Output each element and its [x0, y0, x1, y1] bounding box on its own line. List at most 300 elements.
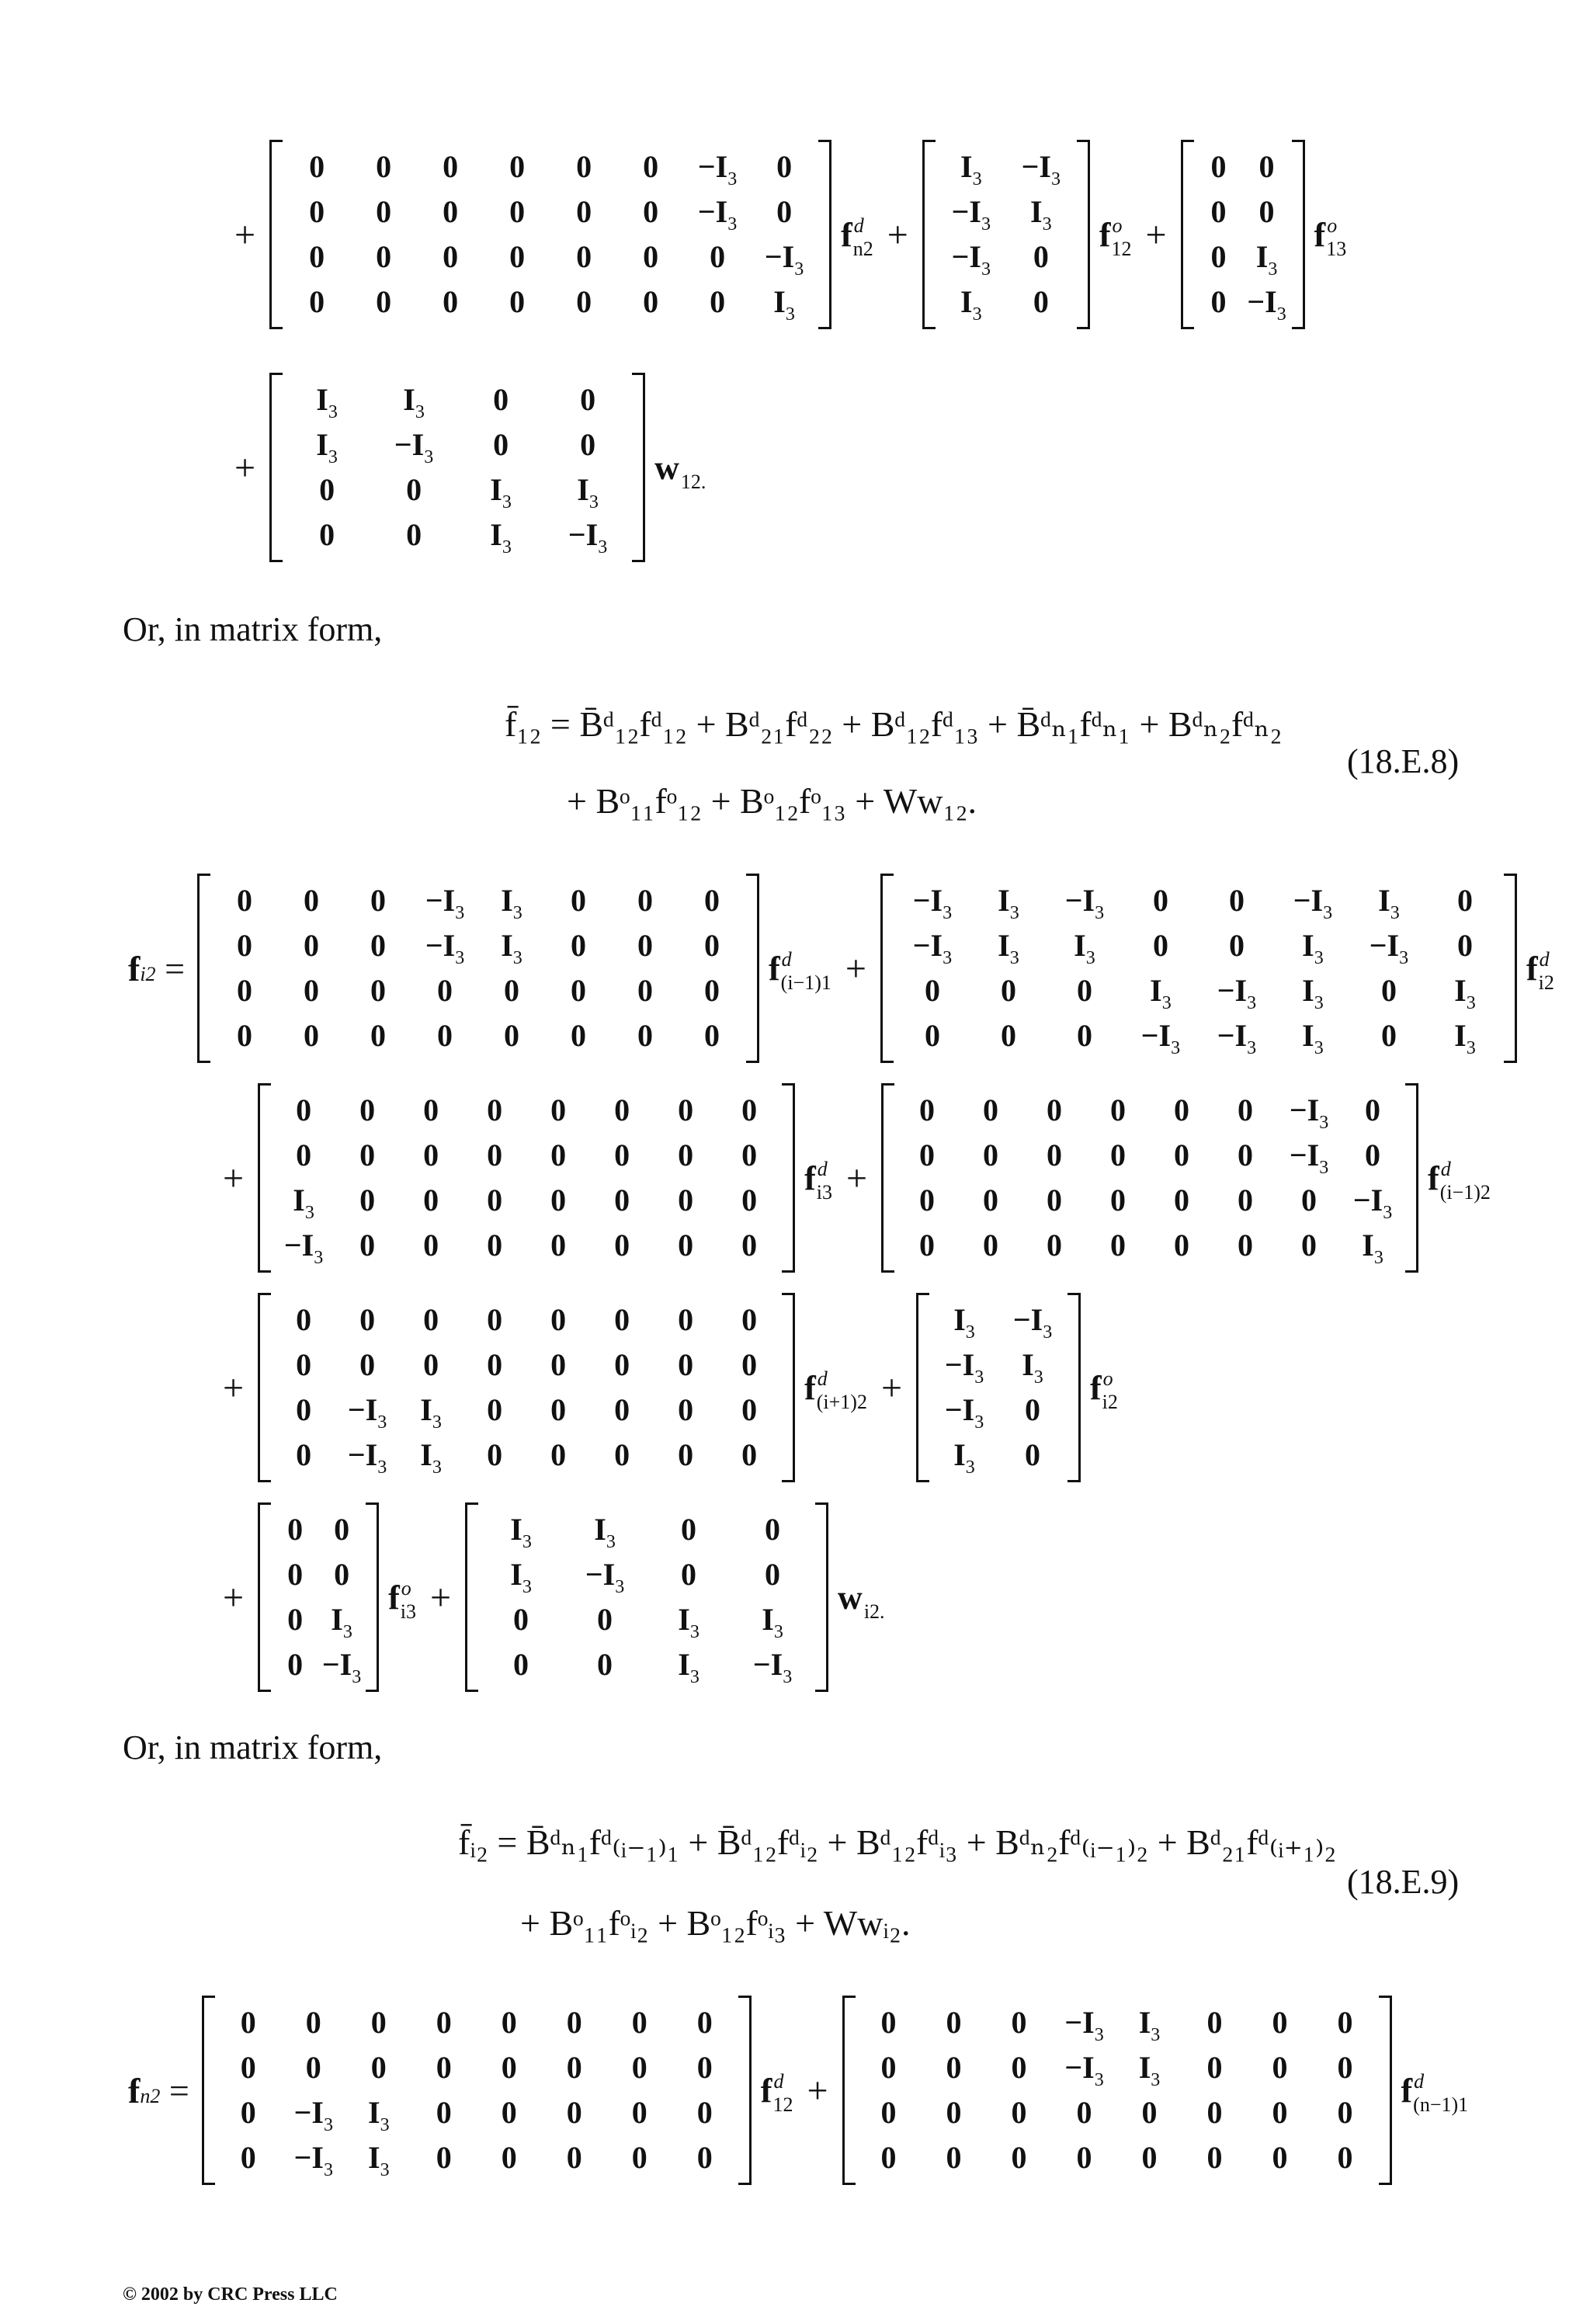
matrix-cell: 0 — [919, 1228, 936, 1263]
matrix-cell: $-I_3$ — [585, 1557, 625, 1597]
matrix-cell: 0 — [924, 1018, 940, 1053]
matrix-cell: 0 — [370, 973, 387, 1008]
matrix-cell: 0 — [1174, 1228, 1190, 1263]
matrix-cell: $-I_3$ — [293, 2140, 333, 2180]
matrix-cell: 0 — [1076, 2095, 1092, 2130]
matrix-cell: $I_3$ — [960, 149, 982, 189]
matrix-cell: 0 — [678, 1437, 694, 1472]
matrix-cell: 0 — [571, 928, 587, 963]
matrix-cell: 0 — [513, 1602, 529, 1637]
matrix-cell: $-I_3$ — [1289, 1093, 1329, 1133]
matrix-cell: 0 — [1380, 973, 1397, 1008]
matrix-cell: 0 — [287, 1602, 304, 1637]
matrix-cell: 0 — [370, 2005, 387, 2040]
matrix-cell: 0 — [576, 149, 592, 184]
matrix-cell: 0 — [1174, 1138, 1190, 1172]
matrix-cell: 0 — [550, 1437, 567, 1472]
matrix-cell: 0 — [880, 2050, 897, 2085]
matrix-cell: 0 — [509, 284, 526, 319]
matrix-cell: 0 — [1110, 1228, 1127, 1263]
matrix-cell: 0 — [1076, 1018, 1092, 1053]
matrix-cell: $I_3$ — [501, 928, 522, 968]
matrix-cell: 0 — [678, 1347, 694, 1382]
matrix-cell: 0 — [637, 928, 654, 963]
matrix-cell: 0 — [983, 1093, 999, 1127]
matrix-cell: $-I_3$ — [568, 517, 608, 558]
matrix-cell: $I_3$ — [1138, 2005, 1161, 2045]
matrix-cell: 0 — [1000, 973, 1016, 1008]
matrix-cell: 0 — [1000, 1018, 1016, 1053]
matrix-cell: 0 — [631, 2095, 647, 2130]
equation-block-1 — [225, 140, 1351, 329]
matrix-cell: 0 — [566, 2095, 582, 2130]
matrix-cell: 0 — [643, 239, 659, 274]
matrix-cell: 0 — [880, 2005, 897, 2040]
matrix-cell: $-I_3$ — [321, 1647, 362, 1687]
matrix-cell: 0 — [1337, 2005, 1353, 2040]
matrix-cell: 0 — [681, 1512, 697, 1547]
matrix-cell: $-I_3$ — [951, 239, 991, 280]
matrix-cell: 0 — [359, 1138, 376, 1172]
matrix-m1 — [269, 140, 831, 329]
matrix-cell: 0 — [696, 2095, 713, 2130]
matrix-cell: 0 — [643, 149, 659, 184]
matrix-cell: 0 — [487, 1228, 503, 1263]
matrix-cell: $I_3$ — [1030, 194, 1052, 234]
matrix-cell: 0 — [1033, 239, 1049, 274]
matrix-cell: 0 — [1337, 2095, 1353, 2130]
matrix-cell: 0 — [1110, 1093, 1127, 1127]
matrix-cell: 0 — [983, 1138, 999, 1172]
plus-sign: + — [845, 1157, 868, 1199]
vector-fi3-d: $f^d_{i3}$ — [804, 1157, 832, 1204]
footer-copyright: © 2002 by CRC Press LLC — [123, 2284, 338, 2305]
vector-f13-o: $f^o_{13}$ — [1314, 214, 1347, 260]
matrix-cell: 0 — [1047, 1093, 1063, 1127]
matrix-cell: 0 — [296, 1138, 312, 1172]
matrix-cell: 0 — [637, 1018, 654, 1053]
matrix-cell: $-I_3$ — [425, 928, 465, 968]
matrix-cell: 0 — [376, 194, 392, 229]
matrix-cell: 0 — [741, 1347, 758, 1382]
matrix-cell: 0 — [296, 1093, 312, 1127]
matrix-cell: 0 — [423, 1183, 439, 1218]
matrix-cell: 0 — [1337, 2140, 1353, 2175]
equation-18-e-9-line1: f̄ᵢ₂ = B̄ᵈₙ₁fᵈ₍ᵢ₋₁₎₁ + B̄ᵈ₁₂fᵈᵢ₂ + Bᵈ₁₂fᵈᵢ₃ + Bᵈₙ₂fᵈ₍ᵢ₋₁₎₂ + Bᵈ₂₁fᵈ₍ᵢ₊₁₎₂ — [458, 1822, 1337, 1862]
equation-number-18-e-9: (18.E.9) — [1347, 1863, 1460, 1901]
matrix-cell: 0 — [550, 1228, 567, 1263]
matrix-cell: $I_3$ — [953, 1302, 975, 1343]
matrix-cell: 0 — [1456, 928, 1473, 963]
matrix-cell: $I_3$ — [998, 883, 1019, 923]
matrix-cell: 0 — [765, 1512, 781, 1547]
matrix-cell: 0 — [513, 1647, 529, 1682]
matrix-cell: 0 — [678, 1392, 694, 1427]
vector-fim1-2: $f^d_{(i-1)2}$ — [1428, 1157, 1491, 1204]
matrix-cell: 0 — [678, 1138, 694, 1172]
matrix-cell: $I_3$ — [293, 1183, 314, 1223]
matrix-cell: 0 — [406, 472, 422, 507]
matrix-cell: 0 — [237, 928, 253, 963]
matrix-cell: $-I_3$ — [347, 1437, 387, 1478]
matrix-cell: 0 — [487, 1138, 503, 1172]
matrix-cell: 0 — [637, 883, 654, 918]
matrix-cell: 0 — [566, 2140, 582, 2175]
matrix-cell: 0 — [237, 1018, 253, 1053]
matrix-cell: 0 — [631, 2140, 647, 2175]
matrix-cell: 0 — [681, 1557, 697, 1592]
matrix-cell: 0 — [504, 1018, 520, 1053]
matrix-cell: 0 — [741, 1392, 758, 1427]
matrix-cell: 0 — [296, 1302, 312, 1337]
matrix-cell: 0 — [710, 239, 726, 274]
matrix-cell: 0 — [550, 1347, 567, 1382]
matrix-cell: 0 — [946, 2050, 962, 2085]
matrix-m4 — [269, 373, 645, 562]
matrix-cell: 0 — [1228, 883, 1245, 918]
matrix-cell: 0 — [370, 1018, 387, 1053]
matrix-cell: $I_3$ — [1362, 1228, 1383, 1268]
matrix-cell: 0 — [240, 2005, 256, 2040]
matrix-cell: 0 — [237, 883, 253, 918]
matrix-cell: 0 — [696, 2050, 713, 2085]
matrix-cell: 0 — [614, 1437, 630, 1472]
plus-sign: + — [429, 1576, 452, 1618]
matrix-cell: 0 — [334, 1557, 350, 1592]
matrix-cell: 0 — [240, 2050, 256, 2085]
matrix-cell: 0 — [1258, 149, 1275, 184]
matrix-cell: $-I_3$ — [1021, 149, 1061, 189]
matrix-cell: 0 — [1238, 1138, 1254, 1172]
matrix-cell: 0 — [376, 284, 392, 319]
matrix-cell: 0 — [1210, 239, 1227, 274]
matrix-m2 — [922, 140, 1090, 329]
matrix-cell: 0 — [309, 284, 325, 319]
matrix-cell: 0 — [509, 194, 526, 229]
matrix-cell: 0 — [1047, 1183, 1063, 1218]
plus-sign: + — [223, 1576, 245, 1618]
equation-block-2 — [225, 373, 710, 562]
matrix-cell: 0 — [1110, 1183, 1127, 1218]
matrix-m10 — [916, 1293, 1081, 1482]
matrix-cell: $I_3$ — [490, 517, 512, 558]
matrix-cell: 0 — [359, 1302, 376, 1337]
matrix-cell: 0 — [1047, 1138, 1063, 1172]
matrix-cell: 0 — [919, 1138, 936, 1172]
prose-matrix-form-2: Or, in matrix form, — [123, 1728, 383, 1766]
matrix-cell: 0 — [1011, 2095, 1027, 2130]
matrix-cell: $-I_3$ — [1064, 2050, 1104, 2090]
matrix-cell: 0 — [509, 239, 526, 274]
matrix-m9 — [258, 1293, 795, 1482]
equation-block-5 — [214, 1293, 1123, 1482]
matrix-cell: $I_3$ — [510, 1557, 532, 1597]
matrix-cell: 0 — [1025, 1392, 1041, 1427]
matrix-cell: 0 — [1272, 2005, 1288, 2040]
matrix-cell: 0 — [1258, 194, 1275, 229]
matrix-cell: 0 — [1174, 1093, 1190, 1127]
matrix-cell: 0 — [1238, 1228, 1254, 1263]
matrix-cell: 0 — [1206, 2050, 1223, 2085]
matrix-cell: 0 — [678, 1228, 694, 1263]
vector-w12: $w_{12.}$ — [654, 448, 706, 493]
matrix-cell: 0 — [493, 427, 509, 462]
matrix-cell: $-I_3$ — [697, 194, 738, 234]
matrix-cell: 0 — [287, 1512, 304, 1547]
matrix-cell: 0 — [1456, 883, 1473, 918]
matrix-cell: 0 — [309, 149, 325, 184]
matrix-cell: 0 — [423, 1302, 439, 1337]
matrix-cell: $I_3$ — [490, 472, 512, 512]
matrix-cell: 0 — [1206, 2005, 1223, 2040]
matrix-cell: 0 — [1301, 1228, 1317, 1263]
equation-block-4 — [214, 1083, 1495, 1273]
vector-f12-o: $f^o_{12}$ — [1099, 214, 1132, 260]
matrix-cell: 0 — [776, 149, 793, 184]
matrix-cell: 0 — [1206, 2095, 1223, 2130]
matrix-cell: $-I_3$ — [951, 194, 991, 234]
matrix-cell: 0 — [504, 973, 520, 1008]
matrix-cell: $I_3$ — [1074, 928, 1095, 968]
matrix-cell: $I_3$ — [403, 382, 425, 422]
matrix-m7 — [258, 1083, 795, 1273]
matrix-cell: 0 — [643, 284, 659, 319]
matrix-cell: 0 — [1110, 1138, 1127, 1172]
matrix-cell: 0 — [614, 1302, 630, 1337]
matrix-cell: 0 — [946, 2005, 962, 2040]
equation-18-e-9-line2: + Bᵒ₁₁fᵒᵢ₂ + Bᵒ₁₂fᵒᵢ₃ + Wwᵢ₂. — [520, 1903, 911, 1943]
matrix-m11 — [258, 1502, 379, 1692]
matrix-cell: $-I_3$ — [1352, 1183, 1393, 1223]
matrix-cell: $I_3$ — [420, 1392, 442, 1433]
matrix-cell: 0 — [1025, 1437, 1041, 1472]
plus-sign: + — [887, 214, 908, 255]
matrix-m14 — [842, 1996, 1392, 2185]
matrix-cell: $I_3$ — [960, 284, 982, 325]
matrix-cell: 0 — [983, 1183, 999, 1218]
matrix-cell: $I_3$ — [1454, 1018, 1476, 1058]
matrix-cell: $I_3$ — [678, 1602, 700, 1642]
vector-wi2: $w_{i2.}$ — [838, 1578, 885, 1623]
matrix-cell: $-I_3$ — [1064, 883, 1105, 923]
matrix-cell: $-I_3$ — [697, 149, 738, 189]
matrix-m12 — [465, 1502, 828, 1692]
matrix-cell: 0 — [370, 928, 387, 963]
matrix-cell: 0 — [305, 2005, 321, 2040]
matrix-cell: $-I_3$ — [752, 1647, 793, 1687]
matrix-cell: 0 — [1152, 928, 1168, 963]
matrix-cell: 0 — [576, 284, 592, 319]
matrix-cell: $-I_3$ — [347, 1392, 387, 1433]
vector-fi2-d: $f^d_{i2}$ — [1526, 947, 1554, 994]
matrix-cell: 0 — [376, 149, 392, 184]
matrix-cell: 0 — [741, 1138, 758, 1172]
matrix-cell: $-I_3$ — [1289, 1138, 1329, 1178]
matrix-cell: 0 — [614, 1183, 630, 1218]
matrix-cell: 0 — [631, 2050, 647, 2085]
matrix-cell: 0 — [370, 2050, 387, 2085]
matrix-cell: 0 — [501, 2095, 517, 2130]
matrix-cell: $-I_3$ — [912, 883, 953, 923]
matrix-cell: 0 — [566, 2050, 582, 2085]
matrix-cell: 0 — [319, 517, 335, 552]
matrix-cell: 0 — [443, 284, 459, 319]
matrix-cell: 0 — [501, 2005, 517, 2040]
matrix-cell: 0 — [741, 1183, 758, 1218]
matrix-cell: $-I_3$ — [425, 883, 465, 923]
matrix-cell: 0 — [678, 1093, 694, 1127]
vector-fn2-d: $f^d_{n2}$ — [841, 214, 873, 260]
matrix-cell: 0 — [614, 1228, 630, 1263]
matrix-cell: $I_3$ — [510, 1512, 532, 1552]
lhs-fi2-bar: fi2 = — [128, 948, 186, 988]
matrix-cell: $I_3$ — [420, 1437, 442, 1478]
matrix-cell: 0 — [319, 472, 335, 507]
matrix-cell: 0 — [304, 928, 320, 963]
plus-sign: + — [845, 947, 866, 989]
matrix-cell: 0 — [580, 382, 596, 417]
matrix-cell: $-I_3$ — [1247, 284, 1286, 325]
matrix-cell: $-I_3$ — [1293, 883, 1333, 923]
matrix-cell: 0 — [1011, 2005, 1027, 2040]
matrix-cell: $-I_3$ — [283, 1228, 324, 1268]
matrix-cell: $I_3$ — [1454, 973, 1476, 1013]
matrix-m3 — [1181, 140, 1305, 329]
matrix-cell: 0 — [296, 1437, 312, 1472]
matrix-cell: 0 — [487, 1093, 503, 1127]
matrix-cell: 0 — [696, 2005, 713, 2040]
matrix-cell: $-I_3$ — [764, 239, 804, 280]
matrix-cell: 0 — [487, 1183, 503, 1218]
matrix-cell: 0 — [704, 1018, 720, 1053]
matrix-cell: 0 — [305, 2050, 321, 2085]
matrix-cell: 0 — [741, 1437, 758, 1472]
matrix-cell: 0 — [406, 517, 422, 552]
matrix-cell: $I_3$ — [953, 1437, 975, 1478]
matrix-cell: 0 — [437, 1018, 453, 1053]
matrix-cell: 0 — [1210, 149, 1227, 184]
matrix-cell: 0 — [919, 1183, 936, 1218]
matrix-cell: 0 — [1141, 2095, 1158, 2130]
plus-sign: + — [880, 1367, 903, 1409]
matrix-cell: 0 — [334, 1512, 350, 1547]
matrix-cell: $I_3$ — [1302, 928, 1324, 968]
matrix-cell: $I_3$ — [1150, 973, 1172, 1013]
matrix-cell: $I_3$ — [594, 1512, 616, 1552]
matrix-cell: 0 — [983, 1228, 999, 1263]
matrix-cell: 0 — [1047, 1228, 1063, 1263]
matrix-cell: 0 — [436, 2140, 452, 2175]
matrix-cell: 0 — [493, 382, 509, 417]
matrix-cell: $-I_3$ — [1064, 2005, 1104, 2045]
matrix-cell: 0 — [1301, 1183, 1317, 1218]
matrix-cell: 0 — [576, 194, 592, 229]
matrix-cell: 0 — [304, 883, 320, 918]
matrix-cell: 0 — [1365, 1138, 1381, 1172]
matrix-cell: 0 — [443, 194, 459, 229]
matrix-cell: 0 — [704, 928, 720, 963]
matrix-cell: 0 — [580, 427, 596, 462]
matrix-cell: 0 — [359, 1347, 376, 1382]
matrix-cell: $-I_3$ — [912, 928, 953, 968]
matrix-cell: 0 — [678, 1183, 694, 1218]
matrix-cell: 0 — [1076, 2140, 1092, 2175]
matrix-cell: $I_3$ — [1302, 1018, 1324, 1058]
matrix-cell: $-I_3$ — [1012, 1302, 1053, 1343]
prose-matrix-form-1: Or, in matrix form, — [123, 610, 383, 648]
matrix-cell: 0 — [597, 1647, 613, 1682]
matrix-cell: $-I_3$ — [944, 1347, 984, 1388]
matrix-cell: 0 — [487, 1302, 503, 1337]
matrix-m5 — [197, 874, 759, 1063]
matrix-cell: $-I_3$ — [293, 2095, 333, 2135]
matrix-cell: 0 — [359, 1183, 376, 1218]
matrix-cell: $-I_3$ — [1369, 928, 1409, 968]
matrix-cell: 0 — [550, 1302, 567, 1337]
matrix-cell: $-I_3$ — [1217, 1018, 1257, 1058]
matrix-cell: 0 — [776, 194, 793, 229]
matrix-cell: $I_3$ — [1022, 1347, 1043, 1388]
matrix-cell: 0 — [614, 1392, 630, 1427]
matrix-cell: 0 — [1174, 1183, 1190, 1218]
matrix-cell: 0 — [287, 1647, 304, 1682]
matrix-cell: $I_3$ — [367, 2140, 390, 2180]
vector-fim1-1: $f^d_{(i-1)1}$ — [769, 947, 831, 994]
matrix-cell: 0 — [1210, 284, 1227, 319]
matrix-cell: $I_3$ — [1302, 973, 1324, 1013]
matrix-cell: 0 — [436, 2095, 452, 2130]
equation-block-7 — [128, 1996, 1473, 2185]
matrix-cell: 0 — [571, 883, 587, 918]
matrix-cell: 0 — [880, 2095, 897, 2130]
vector-fi3-o: $f^o_{i3}$ — [388, 1576, 416, 1623]
matrix-cell: 0 — [1076, 973, 1092, 1008]
matrix-cell: $I_3$ — [998, 928, 1019, 968]
matrix-cell: 0 — [1238, 1093, 1254, 1127]
matrix-cell: 0 — [678, 1302, 694, 1337]
matrix-cell: 0 — [1210, 194, 1227, 229]
equation-18-e-8-line1: f̄₁₂ = B̄ᵈ₁₂fᵈ₁₂ + Bᵈ₂₁fᵈ₂₂ + Bᵈ₁₂fᵈ₁₃ + B̄ᵈₙ₁fᵈₙ₁ + Bᵈₙ₂fᵈₙ₂ — [505, 704, 1283, 744]
equation-block-3 — [128, 874, 1559, 1063]
matrix-cell: $I_3$ — [678, 1647, 700, 1687]
matrix-cell: 0 — [509, 149, 526, 184]
matrix-cell: 0 — [1337, 2050, 1353, 2085]
matrix-cell: 0 — [1141, 2140, 1158, 2175]
matrix-cell: 0 — [501, 2050, 517, 2085]
matrix-cell: 0 — [309, 239, 325, 274]
matrix-cell: 0 — [946, 2140, 962, 2175]
matrix-cell: 0 — [550, 1093, 567, 1127]
matrix-cell: 0 — [436, 2005, 452, 2040]
matrix-cell: 0 — [437, 973, 453, 1008]
matrix-cell: 0 — [487, 1392, 503, 1427]
matrix-cell: $I_3$ — [1255, 239, 1278, 280]
matrix-m8 — [881, 1083, 1418, 1273]
matrix-cell: 0 — [571, 973, 587, 1008]
matrix-cell: 0 — [880, 2140, 897, 2175]
matrix-cell: 0 — [1011, 2140, 1027, 2175]
matrix-cell: 0 — [487, 1437, 503, 1472]
matrix-cell: 0 — [614, 1347, 630, 1382]
matrix-cell: 0 — [696, 2140, 713, 2175]
plus-sign: + — [223, 1367, 245, 1409]
matrix-cell: 0 — [237, 973, 253, 1008]
plus-sign: + — [223, 1157, 245, 1199]
matrix-cell: 0 — [423, 1093, 439, 1127]
matrix-cell: $-I_3$ — [1217, 973, 1257, 1013]
plus-sign: + — [234, 446, 256, 488]
equation-block-6 — [214, 1502, 890, 1692]
